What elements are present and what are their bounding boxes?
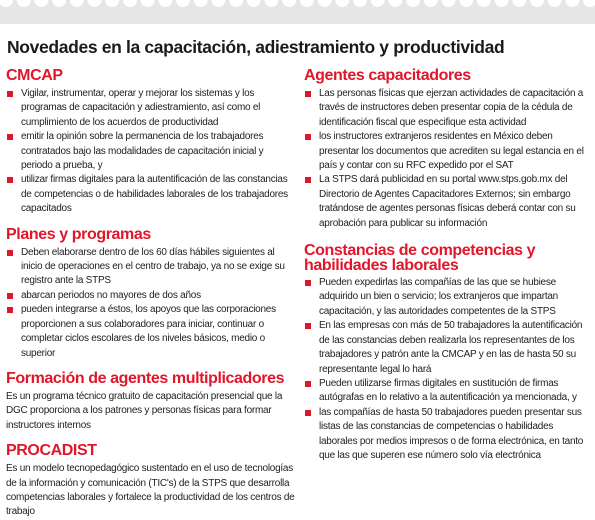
scallop-dot [371, 0, 385, 7]
scallop-dot [141, 0, 155, 7]
square-bullet-icon [305, 381, 311, 387]
section-cmcap [6, 68, 296, 217]
scallop-dot [565, 0, 579, 7]
scallop-dot [0, 0, 13, 7]
square-bullet-icon [7, 91, 13, 97]
scallop-dot [17, 0, 31, 7]
section-heading-planes: Planes y programas [6, 225, 151, 243]
page-title: Novedades en la capacitación, adiestramiento y productividad [7, 37, 505, 57]
section-procadist [6, 443, 296, 520]
list-item [6, 130, 296, 173]
list-item-text: En las empresas con más de 50 trabajadores la autentificación de las constancias deben realizarla los representantes de los trabajadores y patrón ante la CMCAP y en las de hasta 50 su representante legal lo hará [319, 320, 583, 375]
list-item [6, 246, 296, 289]
list-item [304, 319, 591, 377]
scallop-dot [583, 0, 595, 7]
list-item [304, 130, 591, 173]
list-item-text: los instructores extranjeros residentes en México deben presentar los documentos que acrediten su legal estancia en el país y contar con su RFC expedido por el SAT [319, 131, 584, 172]
list-item [304, 406, 591, 464]
list-item-text: Vigilar, instrumentar, operar y mejorar los sistemas y los programas de capacitación y adiestramiento, así como el cumplimiento de los acuerdos de productividad [21, 88, 261, 128]
scallop-dot [88, 0, 102, 7]
scallop-dot [406, 0, 420, 7]
section-planes-programas [6, 227, 296, 361]
scallop-dot [495, 0, 509, 7]
square-bullet-icon [305, 177, 311, 183]
square-bullet-icon [7, 177, 13, 183]
scallop-dot [70, 0, 84, 7]
left-column [6, 68, 296, 520]
square-bullet-icon [305, 134, 311, 140]
scallop-dot [211, 0, 225, 7]
scallop-dot [34, 0, 48, 7]
list-item-text: abarcan periodos no mayores de dos años [21, 289, 201, 301]
square-bullet-icon [7, 250, 13, 256]
scallop-dot [512, 0, 526, 7]
square-bullet-icon [305, 410, 311, 416]
scallop-dot [265, 0, 279, 7]
list-item [304, 276, 591, 319]
list-item-text: Pueden utilizarse firmas digitales en sustitución de firmas autógrafas en lo relativo a la autentificación ya mencionada, y [319, 377, 577, 404]
list-item [6, 173, 296, 216]
square-bullet-icon [7, 134, 13, 140]
scallop-dot [335, 0, 349, 7]
list-item-text: emitir la opinión sobre la permanencia de los trabajadores contratados bajo las modalidades de capacitación inicial y periodo a prueba, y [21, 131, 264, 172]
section-heading-cmcap: CMCAP [6, 67, 63, 84]
list-item-text: las compañías de hasta 50 trabajadores pueden presentar sus listas de las constancias de competencias o habilidades laborales por medios impresos o de forma electrónica, en tanto que las que superen ese número solo vía electrónica [319, 406, 584, 461]
scallop-dot [282, 0, 296, 7]
list-item [304, 87, 591, 130]
scallop-dot [176, 0, 190, 7]
agentes-list [304, 87, 591, 231]
cmcap-list [6, 87, 296, 217]
scallop-dot [477, 0, 491, 7]
square-bullet-icon [7, 293, 13, 299]
scallop-dot [123, 0, 137, 7]
square-bullet-icon [305, 280, 311, 286]
formacion-text: Es un programa técnico gratuito de capacitación presencial que la DGC proporciona a los patrones y personas físicas para formar instructores internos [6, 390, 283, 431]
scallop-dot [424, 0, 438, 7]
right-column [304, 68, 591, 463]
square-bullet-icon [305, 323, 311, 329]
scallop-dot [353, 0, 367, 7]
scallop-dot [52, 0, 66, 7]
list-item-text: Deben elaborarse dentro de los 60 días hábiles siguientes al inicio de operaciones en el centro de trabajo, ya no se exige su registro ante la STPS [21, 246, 285, 287]
list-item-text: utilizar firmas digitales para la autentificación de las constancias de competencias o de habilidades laborales de los trabajadores capacitados [21, 174, 288, 215]
section-agentes-capacitadores [304, 68, 591, 231]
scallop-dot [530, 0, 544, 7]
list-item [6, 303, 296, 361]
scallop-dot [194, 0, 208, 7]
constancias-list [304, 276, 591, 463]
list-item-text: pueden integrarse a éstos, los apoyos que las corporaciones proporcionen a sus colaboradores para iniciar, continuar o completar ciclos escolares de los niveles básicos, medio o superior [21, 304, 276, 359]
list-item [6, 87, 296, 130]
scallop-pattern [0, 0, 595, 24]
section-heading-constancias: Constancias de competencias y habilidades laborales [304, 242, 536, 275]
list-item [304, 377, 591, 406]
list-item-text: Las personas físicas que ejerzan actividades de capacitación a través de instructores deben presentar copia de la cédula de identificación fiscal que especifique esta actividad [319, 88, 584, 128]
scallop-dot [388, 0, 402, 7]
scallop-dot [158, 0, 172, 7]
list-item-text: La STPS dará publicidad en su portal www.stps.gob.mx del Directorio de Agentes Capacitadores Externos; sin embargo tratándose de agentes personas físicas deberá contar con su aprobación para publicar su información [319, 174, 576, 229]
scallop-dot [229, 0, 243, 7]
procadist-text: Es un modelo tecnopedagógico sustentado en el uso de tecnologías de la información y comunicación (TIC's) de la STPS que desarrolla competencias laborales y fortalece la productividad de los centros de trabajo [6, 463, 295, 518]
square-bullet-icon [7, 307, 13, 313]
scallop-dot [105, 0, 119, 7]
planes-list [6, 246, 296, 361]
list-item [6, 289, 296, 303]
scallop-dot [247, 0, 261, 7]
list-item [304, 173, 591, 231]
section-formacion-agentes [6, 371, 296, 433]
scallop-dot [459, 0, 473, 7]
decorative-scalloped-strip [0, 0, 595, 24]
section-heading-formacion: Formación de agentes multiplicadores [6, 369, 285, 387]
scallop-dot [548, 0, 562, 7]
section-constancias [304, 243, 591, 463]
section-heading-agentes: Agentes capacitadores [304, 67, 471, 84]
section-heading-procadist: PROCADIST [6, 442, 97, 460]
square-bullet-icon [305, 91, 311, 97]
list-item-text: Pueden expedirlas las compañías de las que se hubiese adquirido un bien o servicio; los extranjeros que impartan capacitación, y las autoridades competentes de la STPS [319, 277, 558, 317]
scallop-dot [442, 0, 456, 7]
scallop-dot [300, 0, 314, 7]
scallop-dot [318, 0, 332, 7]
